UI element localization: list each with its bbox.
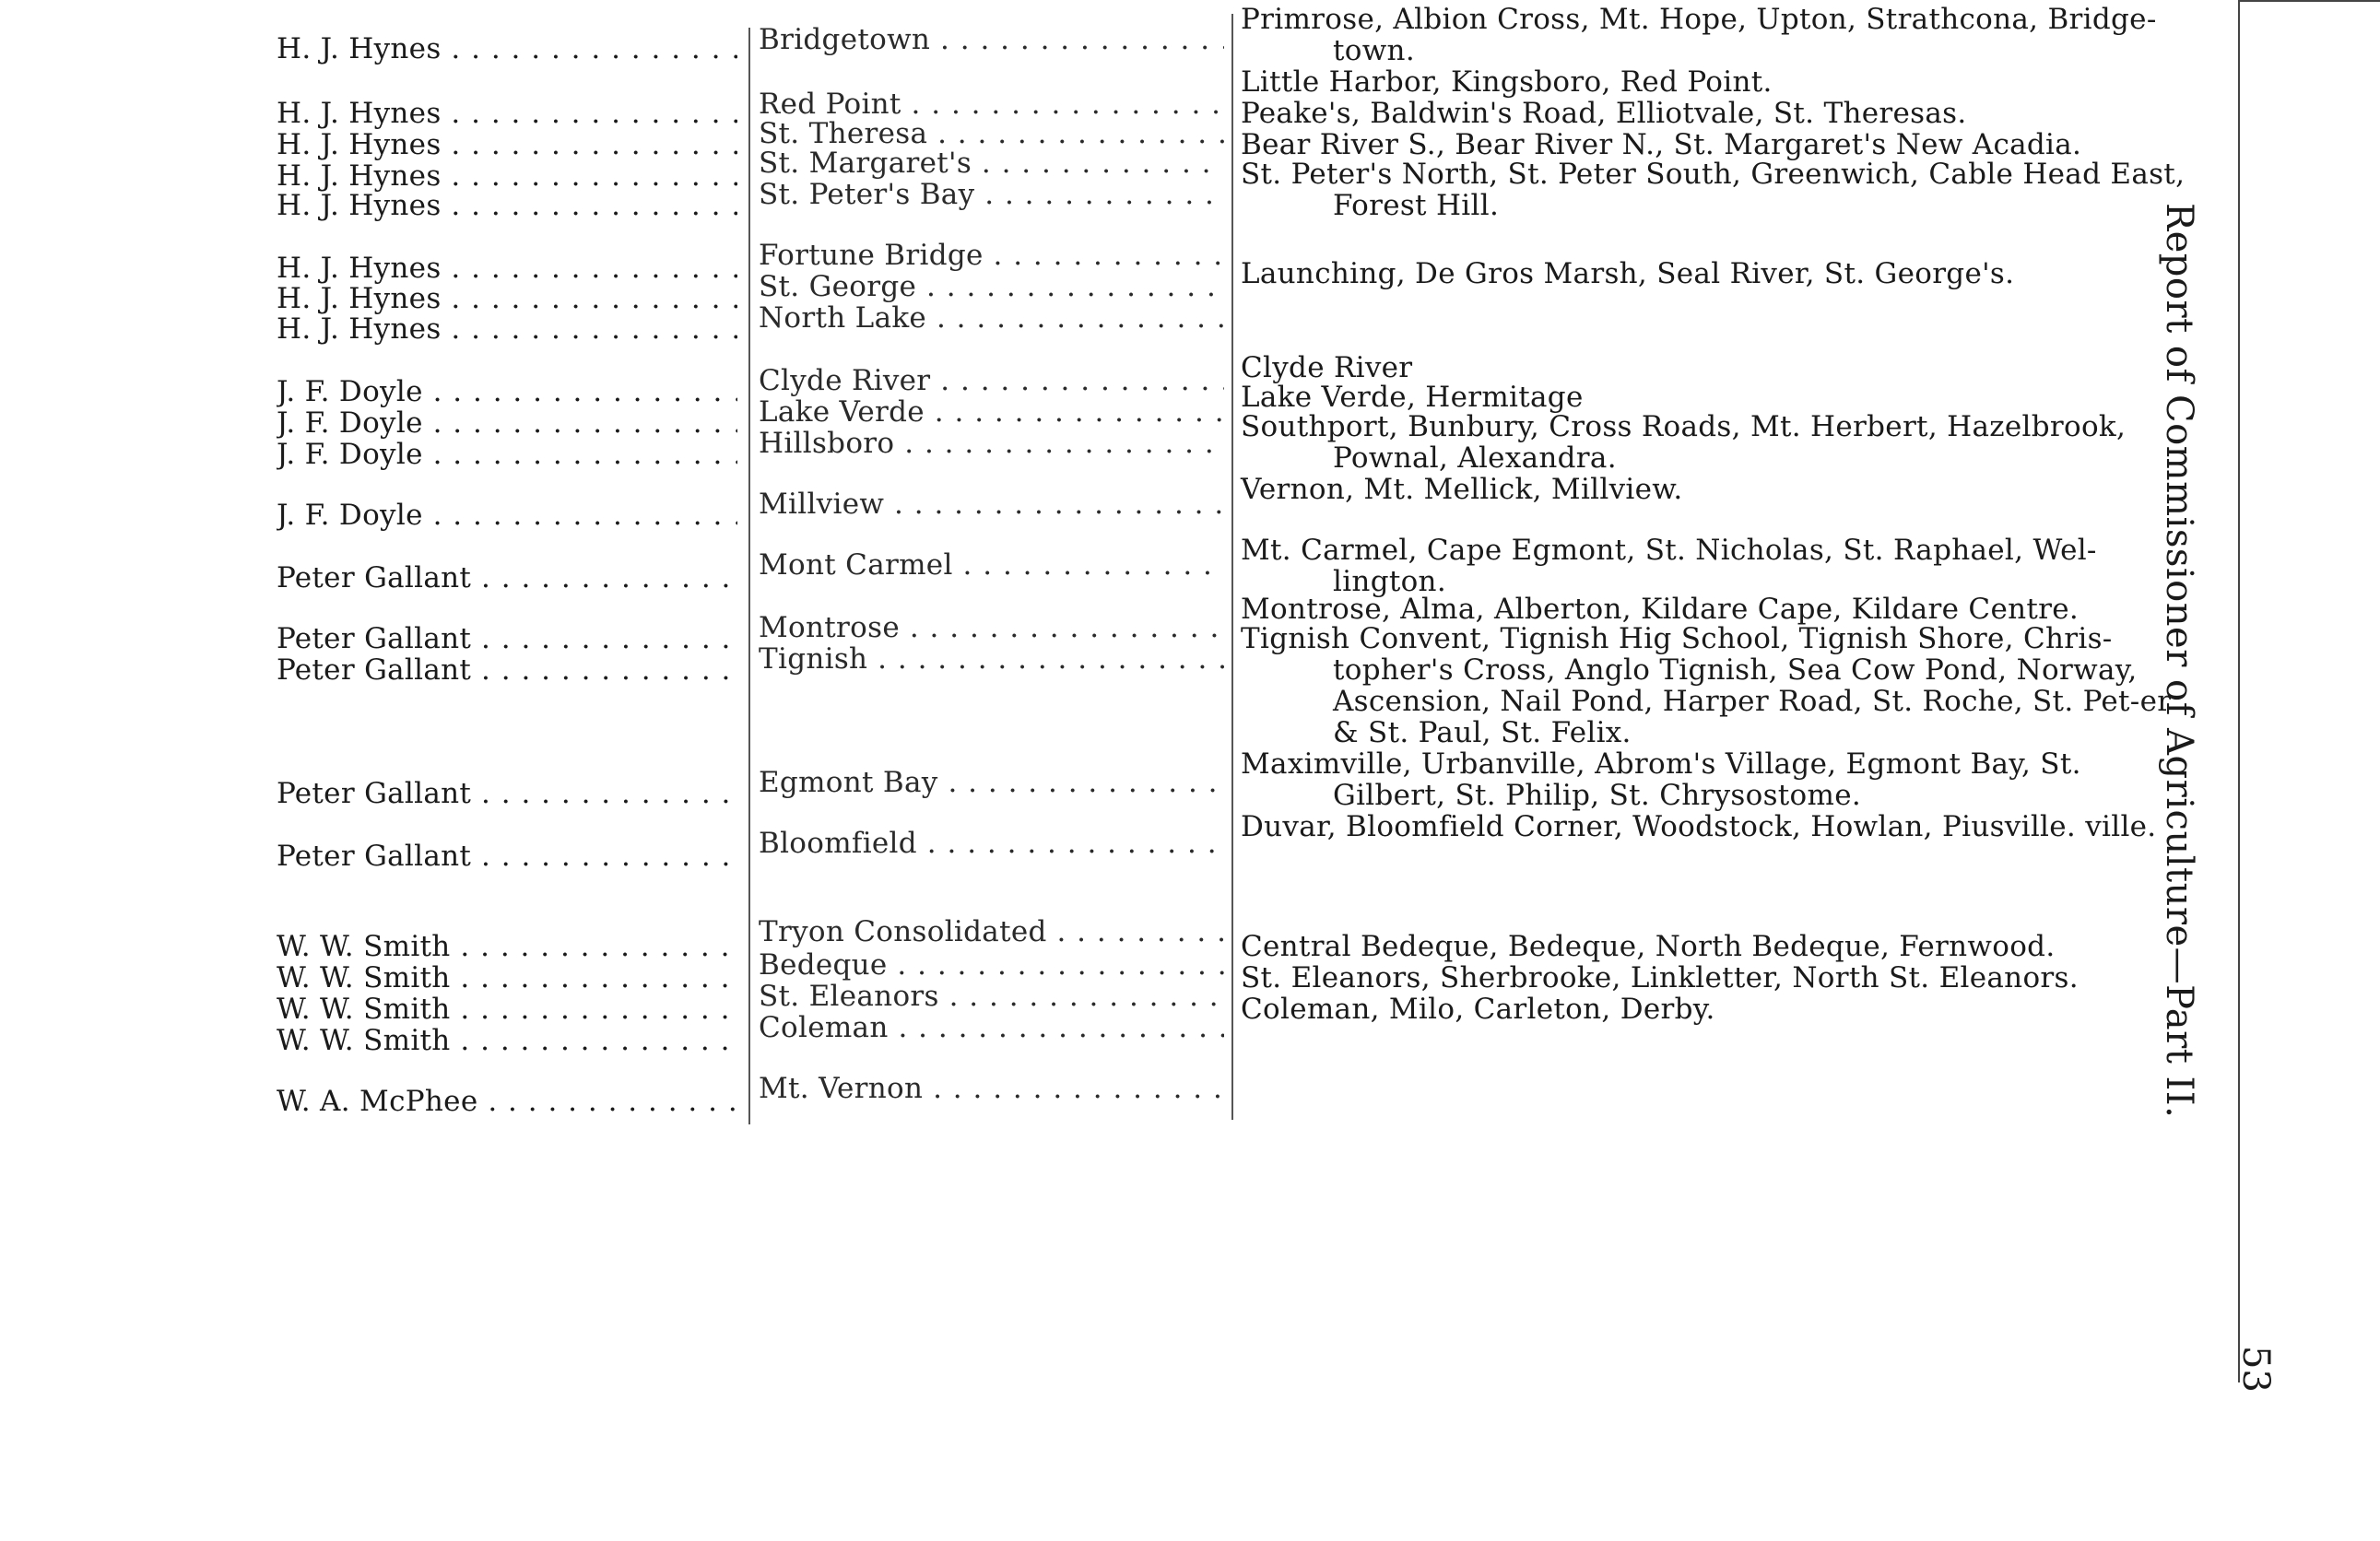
school-name: Montrose . . .: [759, 612, 1224, 643]
school-name: Hillsboro . . .: [759, 428, 1224, 459]
inspector-name: W. W. Smith . . .: [277, 931, 737, 962]
school-name: St. Margaret's . . .: [759, 147, 1224, 179]
school-districts: Central Bedeque, Bedeque, North Bedeque, Fernwood.: [1241, 930, 2056, 963]
inspector-name: H. J. Hynes . . .: [277, 283, 737, 314]
inspector-name: J. F. Doyle . . .: [277, 500, 737, 531]
inspector-name: H. J. Hynes . . .: [277, 253, 737, 284]
school-name: Bloomfield . . .: [759, 828, 1224, 859]
school-name: Tryon Consolidated . . .: [759, 916, 1224, 947]
school-districts: Bear River S., Bear River N., St. Margaret's New Acadia.: [1241, 128, 2082, 161]
inspector-name: W. A. McPhee . . .: [277, 1086, 737, 1117]
inspector-name: Peter Gallant . . .: [277, 623, 737, 654]
running-title: Report of Commissioner of Agriculture—Part II.: [2158, 203, 2200, 1119]
school-name: Bridgetown . . .: [759, 24, 1224, 55]
school-name: Red Point . . .: [759, 88, 1224, 120]
school-name: St. Eleanors . . .: [759, 981, 1224, 1012]
school-districts: Little Harbor, Kingsboro, Red Point.: [1241, 65, 1773, 99]
header-rule: [2238, 0, 2380, 2]
inspector-name: H. J. Hynes . . .: [277, 129, 737, 160]
school-name: St. Peter's Bay . . .: [759, 179, 1224, 210]
school-name: Lake Verde . . .: [759, 396, 1224, 428]
column-divider-right: [1231, 14, 1233, 1120]
school-districts: Montrose, Alma, Alberton, Kildare Cape, Kildare Centre.: [1241, 593, 2080, 626]
inspector-name: H. J. Hynes . . .: [277, 98, 737, 129]
school-name: Fortune Bridge . . .: [759, 240, 1224, 271]
school-name: Tignish . . .: [759, 643, 1224, 675]
school-districts: Maximville, Urbanville, Abrom's Village, Egmont Bay, St. Gilbert, St. Philip, St. Chrysostome.: [1241, 747, 2081, 812]
inspector-name: W. W. Smith . . .: [277, 962, 737, 994]
inspector-name: Peter Gallant . . .: [277, 841, 737, 872]
school-districts: Peake's, Baldwin's Road, Elliotvale, St. Theresas.: [1241, 97, 1967, 130]
school-name: Mt. Vernon . . .: [759, 1073, 1224, 1104]
school-name: North Lake . . .: [759, 302, 1224, 334]
school-districts: Southport, Bunbury, Cross Roads, Mt. Herbert, Hazelbrook, Pownal, Alexandra.: [1241, 410, 2127, 475]
school-name: St. Theresa . . .: [759, 118, 1224, 149]
inspector-name: H. J. Hynes . . .: [277, 33, 737, 65]
school-name: Millview . . .: [759, 488, 1224, 520]
school-name: Coleman . . .: [759, 1012, 1224, 1043]
school-name: Bedeque . . .: [759, 949, 1224, 981]
inspector-name: H. J. Hynes . . .: [277, 160, 737, 192]
inspector-name: J. F. Doyle . . .: [277, 407, 737, 439]
school-districts: Mt. Carmel, Cape Egmont, St. Nicholas, St. Raphael, Wel-lington.: [1241, 534, 2097, 598]
school-name: Mont Carmel . . .: [759, 549, 1224, 581]
school-districts: Lake Verde, Hermitage: [1241, 381, 1584, 414]
inspector-name: J. F. Doyle . . .: [277, 376, 737, 407]
school-name: Clyde River . . .: [759, 365, 1224, 396]
school-districts: St. Eleanors, Sherbrooke, Linkletter, North St. Eleanors.: [1241, 961, 2079, 994]
inspector-name: W. W. Smith . . .: [277, 994, 737, 1025]
column-divider-left: [748, 28, 750, 1124]
page-number: 53: [2234, 1346, 2277, 1393]
school-districts: Duvar, Bloomfield Corner, Woodstock, Howlan, Piusville. ville.: [1241, 810, 2157, 843]
inspector-name: Peter Gallant . . .: [277, 654, 737, 686]
school-name: Egmont Bay . . .: [759, 767, 1224, 798]
margin-rule: [2238, 0, 2240, 1382]
inspector-name: H. J. Hynes . . .: [277, 190, 737, 221]
school-districts: Launching, De Gros Marsh, Seal River, St. George's.: [1241, 257, 2015, 290]
school-districts: St. Peter's North, St. Peter South, Greenwich, Cable Head East, Forest Hill.: [1241, 158, 2186, 222]
school-districts: Vernon, Mt. Mellick, Millview.: [1241, 473, 1683, 506]
school-name: St. George . . .: [759, 271, 1224, 302]
inspector-name: H. J. Hynes . . .: [277, 313, 737, 345]
inspector-name: W. W. Smith . . .: [277, 1025, 737, 1056]
school-districts: Coleman, Milo, Carleton, Derby.: [1241, 993, 1715, 1026]
inspector-name: J. F. Doyle . . .: [277, 439, 737, 470]
school-districts: Clyde River: [1241, 351, 1413, 384]
inspector-name: Peter Gallant . . .: [277, 562, 737, 594]
inspector-name: Peter Gallant . . .: [277, 778, 737, 809]
school-districts: Primrose, Albion Cross, Mt. Hope, Upton, Strathcona, Bridge-town.: [1241, 3, 2157, 67]
school-districts: Tignish Convent, Tignish Hig School, Tignish Shore, Chris-topher's Cross, Anglo Tignish, Sea Cow Pond, Norway, Ascension, Nail Pond, Harper Road, St. Roche, St. Pet-er & St. Paul, St. Felix.: [1241, 622, 2172, 749]
